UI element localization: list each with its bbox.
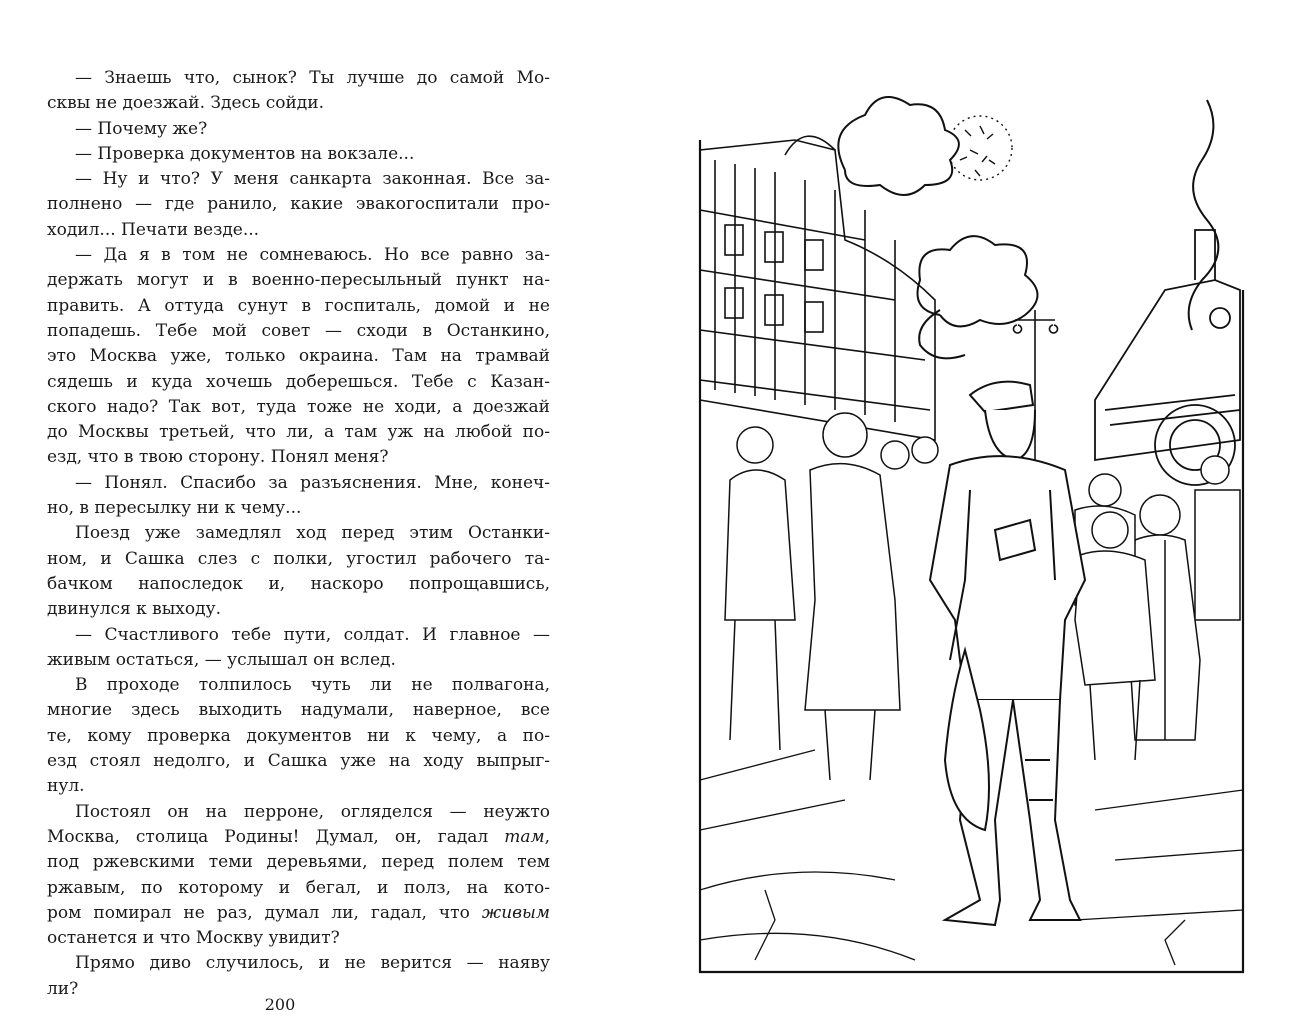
text-line: ского надо? Так вот, туда тоже не ходи, а доезжай bbox=[47, 396, 550, 417]
text-line: многие здесь выходить надумали, наверное, все bbox=[47, 700, 550, 721]
text-line: до Москвы третьей, что ли, а там уж на любой по- bbox=[47, 422, 550, 443]
text-line: ном, и Сашка слез с полки, угостил рабочего та- bbox=[47, 548, 550, 569]
text-line: останется и что Москву увидит? bbox=[47, 928, 340, 949]
text-line: держать могут и в военно-пересыльный пункт на- bbox=[47, 270, 550, 291]
text-line: Поезд уже замедлял ход перед этим Останки- bbox=[75, 523, 550, 544]
text-line: бачком напоследок и, наскоро попрощавшись, bbox=[47, 573, 550, 594]
text-line: но, в пересылку ни к чему... bbox=[47, 498, 302, 519]
text-line: живым остаться, — услышал он вслед. bbox=[47, 649, 396, 670]
text-line: ром помирал не раз, думал ли, гадал, что живым bbox=[47, 902, 550, 923]
text-line: сквы не доезжай. Здесь сойди. bbox=[47, 93, 324, 114]
text-line: попадешь. Тебе мой совет — сходи в Останкино, bbox=[47, 320, 550, 341]
text-line: двинулся к выходу. bbox=[47, 599, 221, 620]
text-line: Москва, столица Родины! Думал, он, гадал там, bbox=[47, 826, 550, 847]
text-line: сядешь и куда хочешь доберешься. Тебе с Казан- bbox=[47, 371, 550, 392]
text-line: ходил... Печати везде... bbox=[47, 219, 260, 240]
book-text-block bbox=[47, 66, 550, 1002]
text-line: это Москва уже, только окраина. Там на трамвай bbox=[47, 346, 550, 367]
text-line: под ржевскими теми деревьями, перед полем тем bbox=[47, 852, 550, 873]
smoke-icon bbox=[1189, 100, 1219, 330]
text-line: В проходе толпилось чуть ли не полвагона, bbox=[75, 675, 550, 696]
text-line: Постоял он на перроне, огляделся — неужто bbox=[75, 801, 550, 822]
illustration bbox=[695, 60, 1245, 975]
text-line: те, кому проверка документов ни к чему, а по- bbox=[47, 725, 550, 746]
text-line: езд стоял недолго, и Сашка уже на ходу выпрыг- bbox=[47, 751, 550, 772]
locomotive-icon bbox=[1095, 230, 1240, 485]
cloud-icon bbox=[838, 97, 959, 195]
text-line: — Знаешь что, сынок? Ты лучше до самой Мо- bbox=[75, 68, 550, 88]
text-line: ли? bbox=[47, 978, 79, 999]
text-line: — Понял. Спасибо за разъяснения. Мне, конеч- bbox=[75, 472, 550, 493]
text-line: Прямо диво случилось, и не верится — наяву bbox=[75, 953, 550, 974]
text-line: — Счастливого тебе пути, солдат. И главное — bbox=[75, 624, 550, 645]
text-line: нул. bbox=[47, 776, 85, 797]
text-line: — Проверка документов на вокзале... bbox=[75, 143, 415, 164]
soldier-figure bbox=[930, 382, 1085, 925]
text-line: — Ну и что? У меня санкарта законная. Все за- bbox=[75, 169, 550, 190]
right-page bbox=[650, 0, 1300, 1029]
text-line: править. А оттуда сунут в госпиталь, домой и не bbox=[47, 295, 550, 316]
text-line: — Почему же? bbox=[75, 118, 208, 139]
text-line: езд, что в твою сторону. Понял меня? bbox=[47, 447, 389, 468]
text-line: — Да я в том не сомневаюсь. Но все равно за- bbox=[75, 245, 550, 266]
page-number: 200 bbox=[264, 995, 296, 1014]
text-line: полнено — где ранило, какие эвакогоспитали про- bbox=[47, 194, 550, 215]
text-line: ржавым, по которому и бегал, и полз, на кото- bbox=[47, 877, 550, 898]
